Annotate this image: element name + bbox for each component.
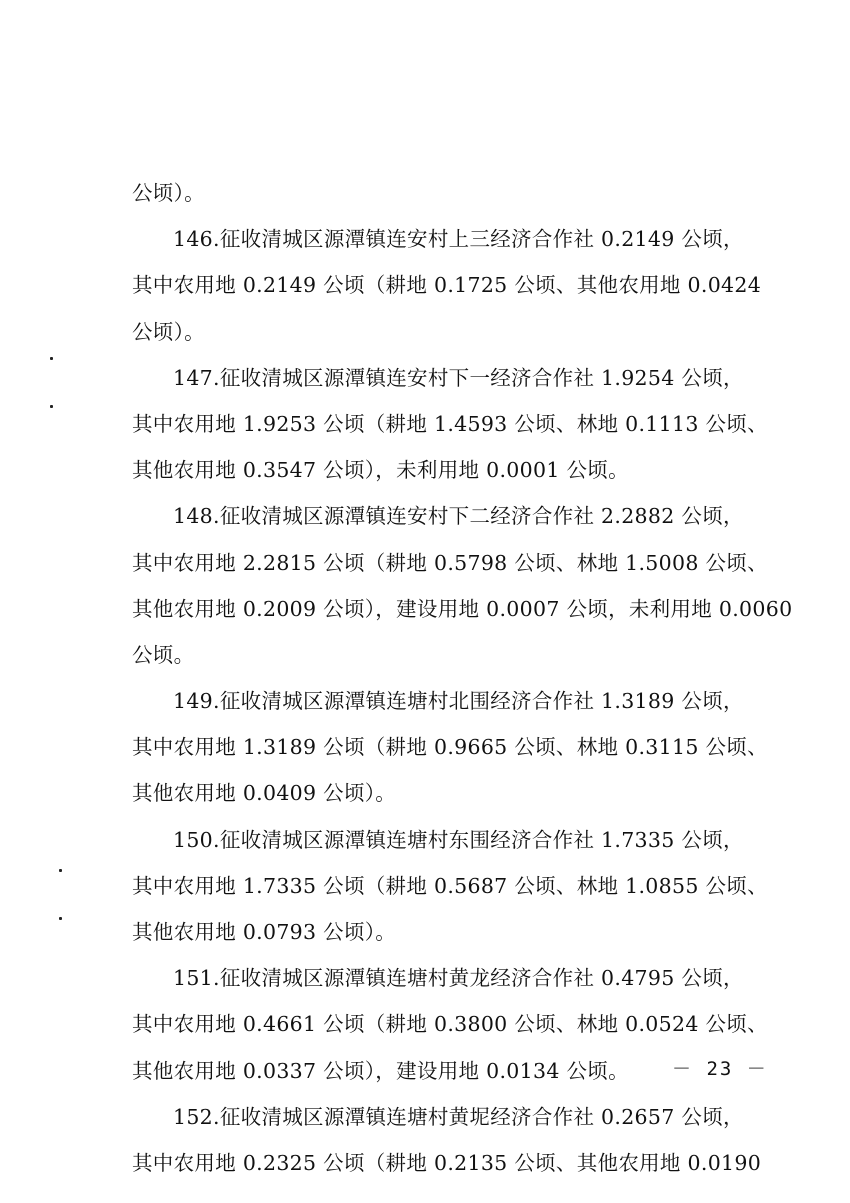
item-151-line-1: 151.征收清城区源潭镇连塘村黄龙经济合作社 0.4795 公顷，: [173, 966, 744, 991]
item-148-line-2: 其中农用地 2.2815 公顷（耕地 0.5798 公顷、林地 1.5008 公顷、: [132, 550, 768, 575]
item-146-line-2: 其中农用地 0.2149 公顷（耕地 0.1725 公顷、其他农用地 0.0424: [132, 273, 762, 298]
item-148-line-4: 公顷。: [132, 642, 195, 667]
margin-mark-dot: [59, 869, 62, 872]
item-152-line-1: 152.征收清城区源潭镇连塘村黄坭经济合作社 0.2657 公顷，: [173, 1104, 744, 1129]
item-150-line-3: 其他农用地 0.0793 公顷）。: [132, 920, 397, 944]
margin-mark-dot: [59, 917, 62, 920]
item-151-line-3: 其他农用地 0.0337 公顷），建设用地 0.0134 公顷。: [132, 1058, 629, 1083]
item-149-line-3: 其他农用地 0.0409 公顷）。: [132, 781, 397, 806]
body-text: [132, 170, 793, 1186]
item-148-line-3: 其他农用地 0.2009 公顷），建设用地 0.0007 公顷，未利用地 0.0060: [132, 596, 793, 621]
margin-mark-dot: [50, 405, 53, 408]
item-146-line-3: 公顷）。: [132, 319, 205, 344]
text-line-0: 公顷）。: [132, 181, 205, 205]
item-152-line-2: 其中农用地 0.2325 公顷（耕地 0.2135 公顷、其他农用地 0.0190: [132, 1150, 762, 1175]
item-150-line-2: 其中农用地 1.7335 公顷（耕地 0.5687 公顷、林地 1.0855 公顷、: [132, 873, 768, 898]
item-147-line-2: 其中农用地 1.9253 公顷（耕地 1.4593 公顷、林地 0.1113 公顷、: [132, 411, 768, 436]
item-147-line-1: 147.征收清城区源潭镇连安村下一经济合作社 1.9254 公顷，: [173, 365, 744, 390]
item-147-line-3: 其他农用地 0.3547 公顷），未利用地 0.0001 公顷。: [132, 458, 629, 483]
item-151-line-2: 其中农用地 0.4661 公顷（耕地 0.3800 公顷、林地 0.0524 公顷、: [132, 1012, 768, 1037]
item-149-line-2: 其中农用地 1.3189 公顷（耕地 0.9665 公顷、林地 0.3115 公顷、: [132, 735, 768, 760]
page-number: － 23 －: [672, 1058, 768, 1080]
margin-mark-dot: [50, 357, 53, 360]
item-146-line-1: 146.征收清城区源潭镇连安村上三经济合作社 0.2149 公顷，: [173, 227, 744, 252]
item-149-line-1: 149.征收清城区源潭镇连塘村北围经济合作社 1.3189 公顷，: [173, 689, 744, 714]
item-148-line-1: 148.征收清城区源潭镇连安村下二经济合作社 2.2882 公顷，: [173, 504, 744, 529]
item-150-line-1: 150.征收清城区源潭镇连塘村东围经济合作社 1.7335 公顷，: [173, 827, 744, 852]
